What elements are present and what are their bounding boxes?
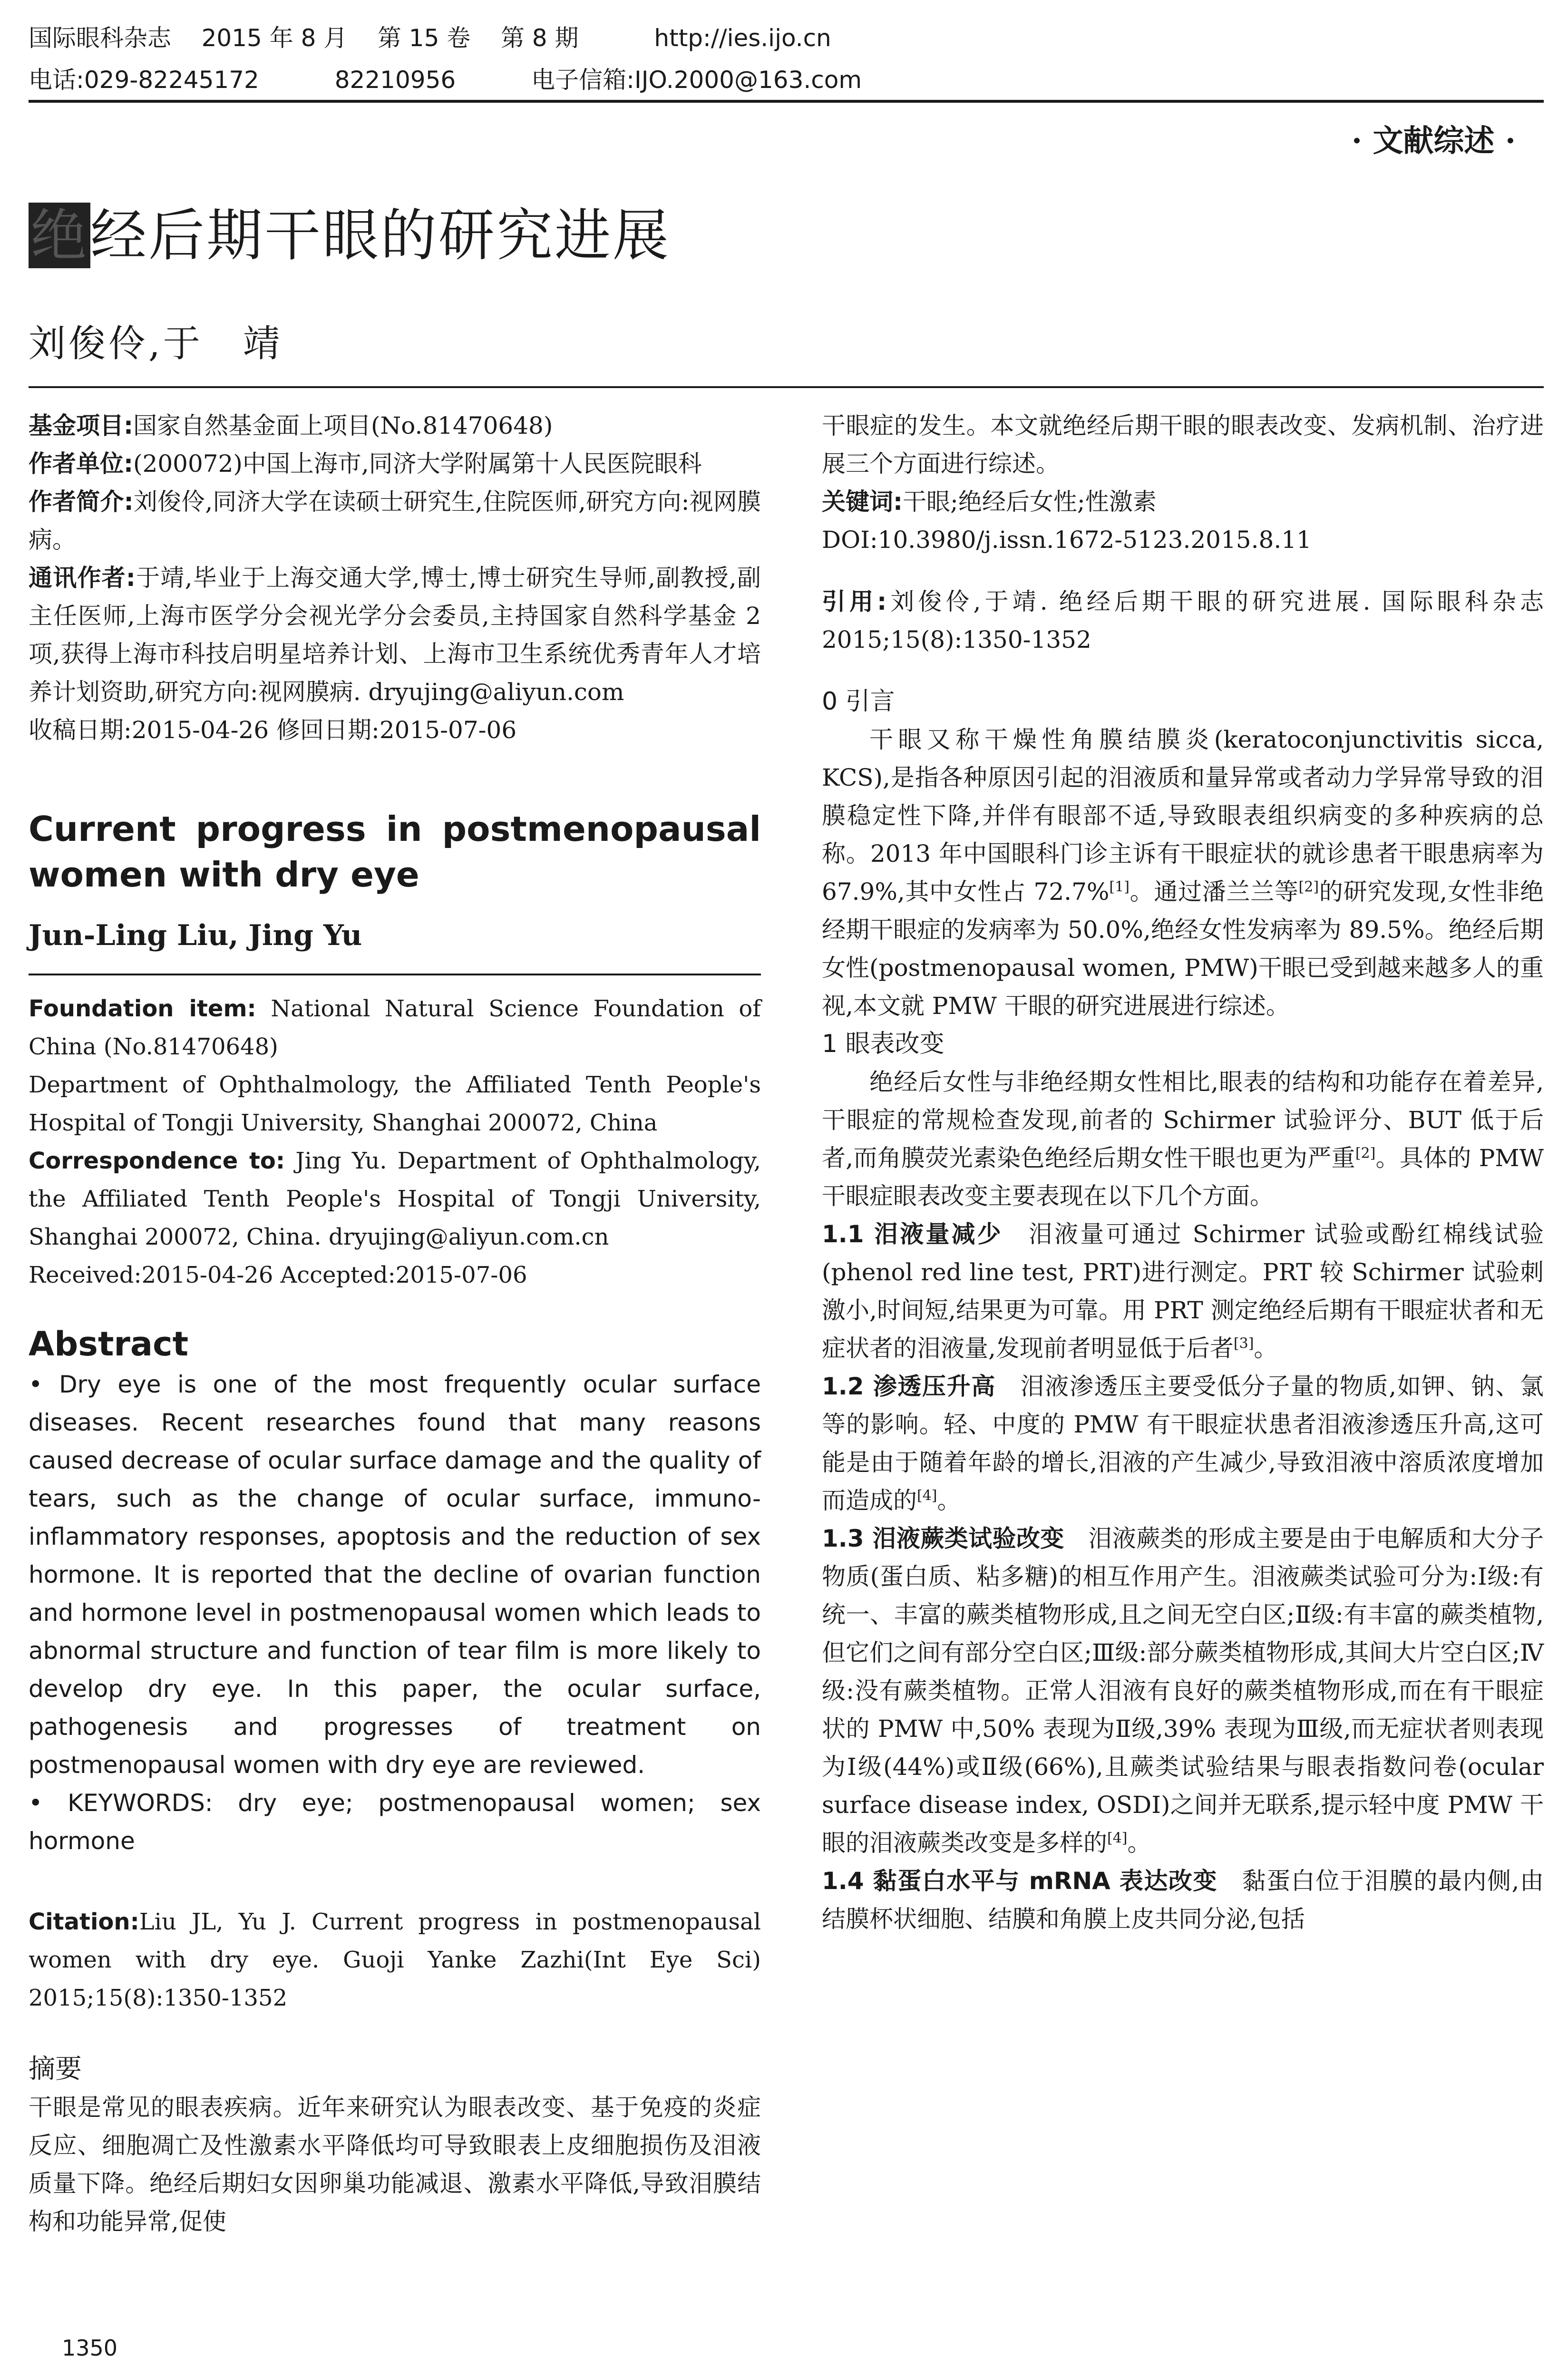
article-title bbox=[29, 200, 671, 271]
ref-4: [4] bbox=[917, 1487, 937, 1504]
english-foundation: Foundation item: National Natural Science Foundation of China (No.81470648) bbox=[29, 995, 761, 1060]
header-rule bbox=[29, 100, 1544, 103]
chinese-abstract-cont: 干眼症的发生。本文就绝经后期干眼的眼表改变、发病机制、治疗进展三个方面进行综述。 bbox=[822, 412, 1544, 477]
english-authors: Jun-Ling Liu, Jing Yu bbox=[29, 919, 362, 952]
author-bio: 作者简介:刘俊伶,同济大学在读硕士研究生,住院医师,研究方向:视网膜病。 bbox=[29, 488, 761, 554]
chinese-abstract: 干眼是常见的眼表疾病。近年来研究认为眼表改变、基于免疫的炎症反应、细胞凋亡及性激素水平降低均可导致眼表上皮细胞损伤及泪液质量下降。绝经后期妇女因卵巢功能减退、激素水平降低,导致泪膜结构和功能异常,促使 bbox=[29, 2094, 761, 2235]
english-correspondence: Correspondence to: Jing Yu. Department of Ophthalmology, the Affiliated Tenth People's Hospital of Tongji University, Shanghai 200072, China. dryujing@aliyun.com.cn bbox=[29, 1148, 761, 1250]
journal-header-line1: 国际眼科杂志 2015 年 8 月 第 15 卷 第 8 期 http://ies.ijo.cn bbox=[29, 24, 831, 52]
affiliation: 作者单位:(200072)中国上海市,同济大学附属第十人民医院眼科 bbox=[29, 450, 702, 477]
ref-2b: [2] bbox=[1355, 1145, 1376, 1162]
corresponding-author: 通讯作者:于靖,毕业于上海交通大学,博士,博士研究生导师,副教授,副主任医师,上海市医学分会视光学分会委员,主持国家自然科学基金 2 项,获得上海市科技启明星培养计划、上海市卫生系统优秀青年人才培养计划资助,研究方向:视网膜病. dryujing@aliyun.com bbox=[29, 564, 761, 706]
right-column bbox=[822, 407, 1544, 1938]
section-tag: · 文献综述 · bbox=[1351, 123, 1516, 159]
authors: 刘俊伶,于 靖 bbox=[29, 322, 283, 365]
title-rule bbox=[29, 386, 1544, 388]
section-1-body: 绝经后女性与非绝经期女性相比,眼表的结构和功能存在着差异,干眼症的常规检查发现,前者的 Schirmer 试验评分、BUT 低于后者,而角膜荧光素染色绝经后期女性干眼也更为严重[2]。具体的 PMW 干眼症眼表改变主要表现在以下几个方面。 bbox=[822, 1068, 1544, 1210]
ref-4b: [4] bbox=[1107, 1830, 1128, 1847]
section-1-heading: 1 眼表改变 bbox=[822, 1030, 945, 1058]
doi: DOI:10.3980/j.issn.1672-5123.2015.8.11 bbox=[822, 526, 1312, 554]
ref-3: [3] bbox=[1233, 1335, 1254, 1352]
abstract-heading: Abstract bbox=[29, 1325, 189, 1364]
english-keywords: • KEYWORDS: dry eye; postmenopausal women; sex hormone bbox=[29, 1789, 761, 1855]
title-rest: 经后期干眼的研究进展 bbox=[90, 203, 671, 268]
section-0-heading: 0 引言 bbox=[822, 687, 895, 716]
english-title: Current progress in postmenopausal women with dry eye bbox=[29, 809, 761, 895]
left-column bbox=[29, 407, 761, 2241]
title-first-char: 绝 bbox=[29, 203, 90, 268]
abstract-text: • Dry eye is one of the most frequently ocular surface diseases. Recent researches found that many reasons caused decrease of ocular surface damage and the quality of tears, such as the change of ocular surface, immuno-inflammatory responses, apoptosis and the reduction of sex hormone. It is reported that the decline of ovarian function and hormone level in postmenopausal women which leads to abnormal structure and function of tear film is more likely to develop dry eye. In this paper, the ocular surface, pathogenesis and progresses of treatment on postmenopausal women with dry eye are reviewed. bbox=[29, 1371, 761, 1779]
section-1-2: 1.2 渗透压升高 泪液渗透压主要受低分子量的物质,如钾、钠、氯等的影响。轻、中度的 PMW 有干眼症状患者泪液渗透压升高,这可能是由于随着年龄的增长,泪液的产生减少,导致泪液中溶质浓度增加而造成的[4]。 bbox=[822, 1373, 1544, 1514]
ref-2: [2] bbox=[1298, 878, 1319, 896]
section-1-1: 1.1 泪液量减少 泪液量可通过 Schirmer 试验或酚红棉线试验(phenol red line test, PRT)进行测定。PRT 较 Schirmer 试验刺激小,时间短,结果更为可靠。用 PRT 测定绝经后期有干眼症状者和无症状者的泪液量,发现前者明显低于后者[3]。 bbox=[822, 1220, 1544, 1362]
ref-1: [1] bbox=[1109, 878, 1130, 896]
page-number: 1350 bbox=[62, 2335, 118, 2361]
english-affiliation: Department of Ophthalmology, the Affiliated Tenth People's Hospital of Tongji University, Shanghai 200072, China bbox=[29, 1072, 761, 1136]
section-0-body: 干眼又称干燥性角膜结膜炎(keratoconjunctivitis sicca, KCS),是指各种原因引起的泪液质和量异常或者动力学异常导致的泪膜稳定性下降,并伴有眼部不适,导致眼表组织病变的多种疾病的总称。2013 年中国眼科门诊主诉有干眼症状的就诊患者干眼患病率为 67.9%,其中女性占 72.7%[1]。通过潘兰兰等[2]的研究发现,女性非绝经期干眼症的发病率为 50.0%,绝经女性发病率为 89.5%。绝经后期女性(postmenopausal women, PMW)干眼已受到越来越多人的重视,本文就 PMW 干眼的研究进展进行综述。 bbox=[822, 726, 1544, 1020]
chinese-citation: 引用:刘俊伶,于靖. 绝经后期干眼的研究进展. 国际眼科杂志 2015;15(8):1350-1352 bbox=[822, 588, 1544, 653]
english-rule bbox=[29, 974, 761, 975]
section-1-3: 1.3 泪液蕨类试验改变 泪液蕨类的形成主要是由于电解质和大分子物质(蛋白质、粘多糖)的相互作用产生。泪液蕨类试验可分为:Ⅰ级:有统一、丰富的蕨类植物形成,且之间无空白区;Ⅱ级:有丰富的蕨类植物,但它们之间有部分空白区;Ⅲ级:部分蕨类植物形成,其间大片空白区;Ⅳ级:没有蕨类植物。正常人泪液有良好的蕨类植物形成,而在有干眼症状的 PMW 中,50% 表现为Ⅱ级,39% 表现为Ⅲ级,而无症状者则表现为Ⅰ级(44%)或Ⅱ级(66%),且蕨类试验结果与眼表指数问卷(ocular surface disease index, OSDI)之间并无联系,提示轻中度 PMW 干眼的泪液蕨类改变是多样的[4]。 bbox=[822, 1525, 1544, 1857]
english-dates: Received:2015-04-26 Accepted:2015-07-06 bbox=[29, 1262, 527, 1288]
chinese-abstract-heading: 摘要 bbox=[29, 2054, 82, 2085]
citation: Citation:Liu JL, Yu J. Current progress in postmenopausal women with dry eye. Guoji Yanke Zazhi(Int Eye Sci) 2015;15(8):1350-1352 bbox=[29, 1909, 761, 2011]
journal-header-line2: 电话:029-82245172 82210956 电子信箱:IJO.2000@163.com bbox=[29, 66, 862, 94]
foundation-item: 基金项目:国家自然基金面上项目(No.81470648) bbox=[29, 412, 553, 439]
received-dates: 收稿日期:2015-04-26 修回日期:2015-07-06 bbox=[29, 716, 517, 744]
chinese-keywords: 关键词:干眼;绝经后女性;性激素 bbox=[822, 488, 1157, 516]
section-1-4: 1.4 黏蛋白水平与 mRNA 表达改变 黏蛋白位于泪膜的最内侧,由结膜杯状细胞、结膜和角膜上皮共同分泌,包括 bbox=[822, 1867, 1544, 1933]
